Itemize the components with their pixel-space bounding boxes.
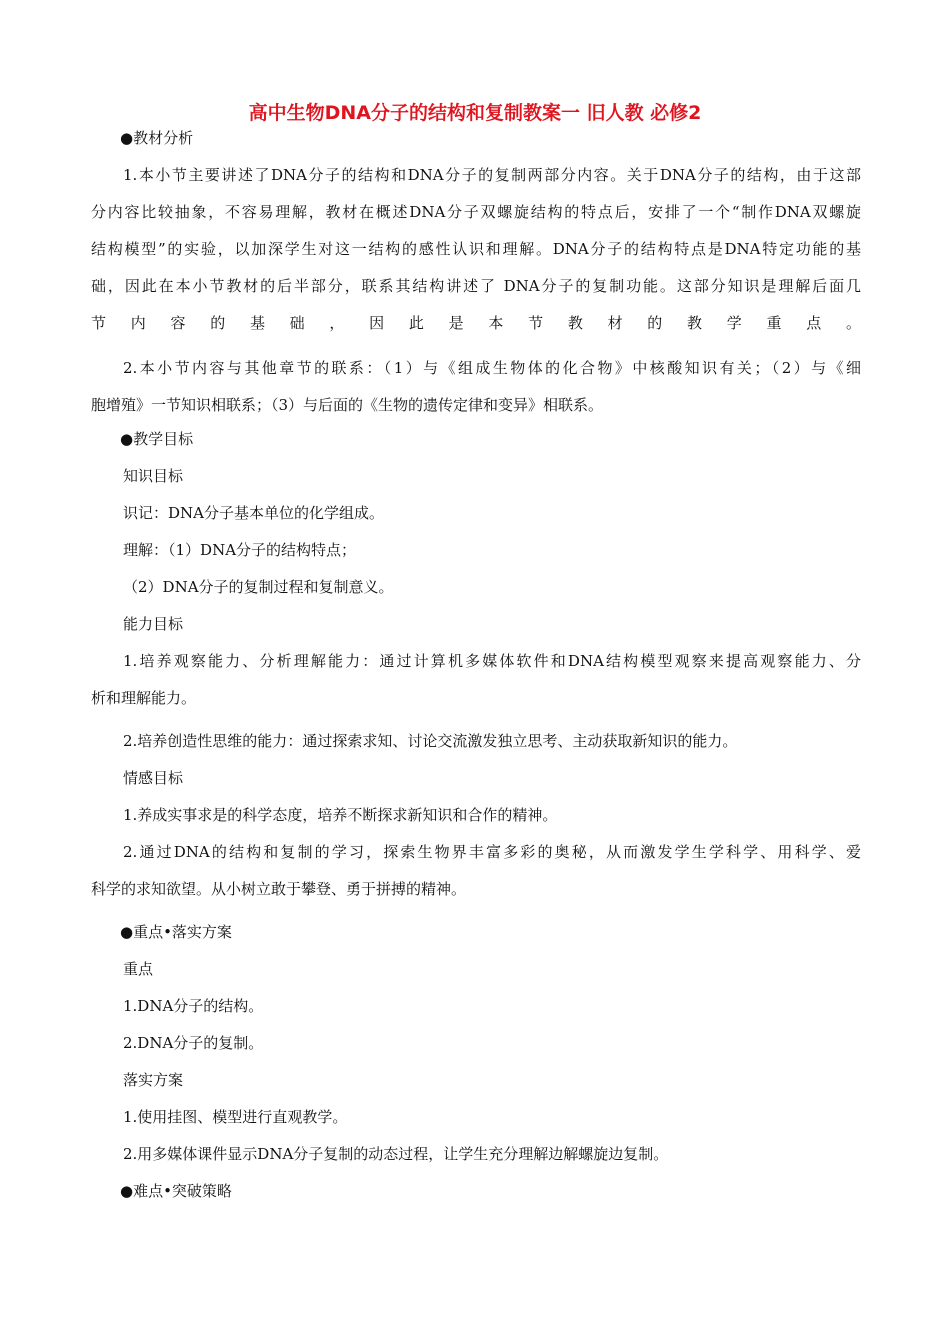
paragraph-line: 1.培养观察能力、分析理解能力：通过计算机多媒体软件和DNA结构模型观察来提高观察能力、分 [123,652,861,670]
paragraph-line: 1.DNA分子的结构。 [123,997,264,1015]
subheading-emotional-goals: 情感目标 [123,769,184,787]
section-heading-textbook-analysis: ●教材分析 [120,129,194,147]
paragraph-line: 1.养成实事求是的科学态度，培养不断探求新知识和合作的精神。 [123,806,558,824]
paragraph-line: 2.本小节内容与其他章节的联系：（1）与《组成生物体的化合物》中核酸知识有关；（2）与《细 [123,359,861,377]
paragraph-line: 2.用多媒体课件显示DNA分子复制的动态过程，让学生充分理解边解螺旋边复制。 [123,1145,669,1163]
paragraph-line: 析和理解能力。 [91,689,197,707]
paragraph-line: 科学的求知欲望。从小树立敢于攀登、勇于拼搏的精神。 [91,880,467,898]
paragraph-line: 结构模型”的实验，以加深学生对这一结构的感性认识和理解。DNA分子的结构特点是DNA特定功能的基 [91,240,861,258]
paragraph-line: 胞增殖》一节知识相联系；（3）与后面的《生物的遗传定律和变异》相联系。 [91,396,604,414]
paragraph-line: 2.培养创造性思维的能力：通过探索求知、讨论交流激发独立思考、主动获取新知识的能力。 [123,732,738,750]
paragraph-line: 1.使用挂图、模型进行直观教学。 [123,1108,348,1126]
paragraph-line: 1.本小节主要讲述了DNA分子的结构和DNA分子的复制两部分内容。关于DNA分子的结构，由于这部 [123,166,861,184]
paragraph-line: 础，因此在本小节教材的后半部分，联系其结构讲述了 DNA分子的复制功能。这部分知识是理解后面几 [91,277,861,295]
document-title: 高中生物DNA分子的结构和复制教案一 旧人教 必修2 [248,102,702,124]
subheading-implementation-plan: 落实方案 [123,1071,184,1089]
section-heading-key-points: ●重点•落实方案 [120,923,232,941]
paragraph-line: 2.DNA分子的复制。 [123,1034,264,1052]
paragraph-line: 分内容比较抽象，不容易理解，教材在概述DNA分子双螺旋结构的特点后，安排了一个“制作DNA双螺旋 [91,203,861,221]
section-heading-difficulties: ●难点•突破策略 [120,1182,232,1200]
section-heading-teaching-goals: ●教学目标 [120,430,194,448]
paragraph-line: 2.通过DNA的结构和复制的学习，探索生物界丰富多彩的奥秘，从而激发学生学科学、用科学、爱 [123,843,861,861]
paragraph-line: 节内容的基础，因此是本节教材的教学重点。 [91,314,861,332]
subheading-key-points: 重点 [123,960,154,978]
subheading-knowledge-goals: 知识目标 [123,467,184,485]
paragraph-line: （2）DNA分子的复制过程和复制意义。 [123,578,394,596]
paragraph-line: 识记：DNA分子基本单位的化学组成。 [123,504,384,522]
paragraph-line: 理解：（1）DNA分子的结构特点； [123,541,357,559]
subheading-ability-goals: 能力目标 [123,615,184,633]
